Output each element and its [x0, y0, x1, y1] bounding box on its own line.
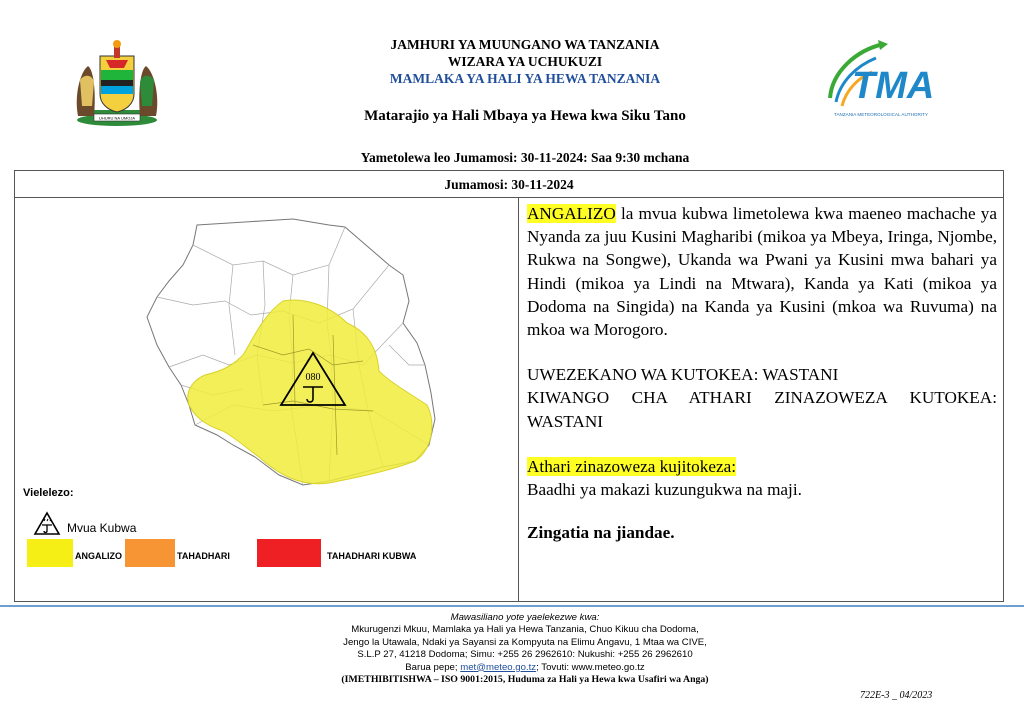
header-line-ministry: WIZARA YA UCHUKUZI — [447, 54, 603, 69]
email-link[interactable]: met@meteo.go.tz — [460, 661, 537, 673]
legend-label-tahadhari: TAHADHARI — [177, 551, 230, 561]
issued-date: Yametolewa leo Jumamosi: 30-11-2024: Saa 9:30 mchana — [360, 150, 690, 165]
legend-label-angalizo: ANGALIZO — [75, 551, 122, 561]
likelihood-text: UWEZEKANO WA KUTOKEA: WASTANI — [527, 365, 839, 385]
forecast-table — [14, 170, 1004, 602]
header-line-authority: MAMLAKA YA HALI YA HEWA TANZANIA — [389, 71, 661, 86]
impact-level-text: KIWANGO CHA ATHARI ZINAZOWEZA KUTOKEA: WASTANI — [527, 388, 997, 431]
impacts-heading: Athari zinazoweza kujitokeza: — [527, 456, 737, 476]
legend-label-tahadhari-kubwa: TAHADHARI KUBWA — [327, 551, 417, 561]
warning-paragraph — [527, 202, 997, 341]
risk-assessment — [527, 363, 997, 433]
website-text: ; Tovuti: www.meteo.go.tz — [536, 661, 645, 673]
legend-swatch-tahadhari — [125, 539, 175, 567]
warning-body: la mvua kubwa limetolewa kwa maeneo machache ya Nyanda za juu Kusini Magharibi (mikoa ya Mbeya, Iringa, Njombe, Rukwa na Songwe), Ukanda wa Pwani ya Kusini mwa bahari ya Hindi (mikoa ya Lindi na Mtwara), Kanda ya Kati (mikoa ya Dodoma na Singida) na Kanda ya Kusini (mkoa wa Ruvuma) na mkoa wa Morogoro. — [527, 204, 997, 340]
warning-text — [527, 202, 997, 544]
header-line-republic: JAMHURI YA MUUNGANO WA TANZANIA — [390, 37, 660, 52]
document-code: 722E-3 _ 04/2023 — [860, 690, 933, 701]
tanzania-warning-map — [133, 205, 453, 505]
impacts-text: Baadhi ya makazi kuzungukwa na maji. — [527, 480, 802, 500]
tma-logo-caption: TANZANIA METEOROLOGICAL AUTHORITY — [834, 112, 928, 117]
legend-swatch-angalizo — [27, 539, 73, 567]
legend-title: Vielelezo: — [23, 487, 74, 499]
footer-line-phone: S.L.P 27, 41218 Dodoma; Simu: +255 26 2962610: Nukushi: +255 26 2962610 — [357, 649, 693, 661]
column-divider — [518, 198, 519, 602]
day-date-header: Jumamosi: 30-11-2024 — [15, 171, 1003, 198]
footer-line-web — [160, 662, 890, 674]
tma-logo — [822, 36, 952, 122]
footer-certification: (IMETHIBITISHWA – ISO 9001:2015, Huduma za Hali ya Hewa kwa Usafiri wa Anga) — [341, 674, 709, 686]
legend-swatch-tahadhari-kubwa — [257, 539, 321, 567]
motto-banner-text: UHURU NA UMOJA — [98, 115, 136, 121]
page-subtitle: Matarajio ya Hali Mbaya ya Hewa kwa Siku Tano — [364, 108, 686, 124]
tma-logo-text: TMA — [852, 65, 935, 107]
footer-divider — [0, 605, 1024, 607]
map-symbol-text: 080 — [305, 372, 321, 383]
header-titles — [230, 36, 820, 87]
footer-line-address1: Mkurugenzi Mkuu, Mamlaka ya Hali ya Hewa Tanzania, Chuo Kikuu cha Dodoma, — [351, 624, 699, 636]
email-prefix: Barua pepe; — [405, 661, 461, 673]
closing-advice: Zingatia na jiandae. — [527, 523, 675, 543]
footer-line-address2: Jengo la Utawala, Ndaki ya Sayansi za Kompyuta na Elimu Angavu, 1 Mtaa wa CIVE, — [343, 636, 707, 648]
heavy-rain-legend-icon — [33, 511, 61, 537]
warning-keyword: ANGALIZO — [527, 204, 616, 223]
impacts-section — [527, 455, 997, 501]
legend-symbol-label: Mvua Kubwa — [67, 521, 137, 535]
footer-line-intro: Mawasiliano yote yaelekezwe kwa: — [450, 612, 600, 623]
coat-of-arms-logo — [64, 36, 170, 128]
footer-contacts — [160, 612, 890, 686]
